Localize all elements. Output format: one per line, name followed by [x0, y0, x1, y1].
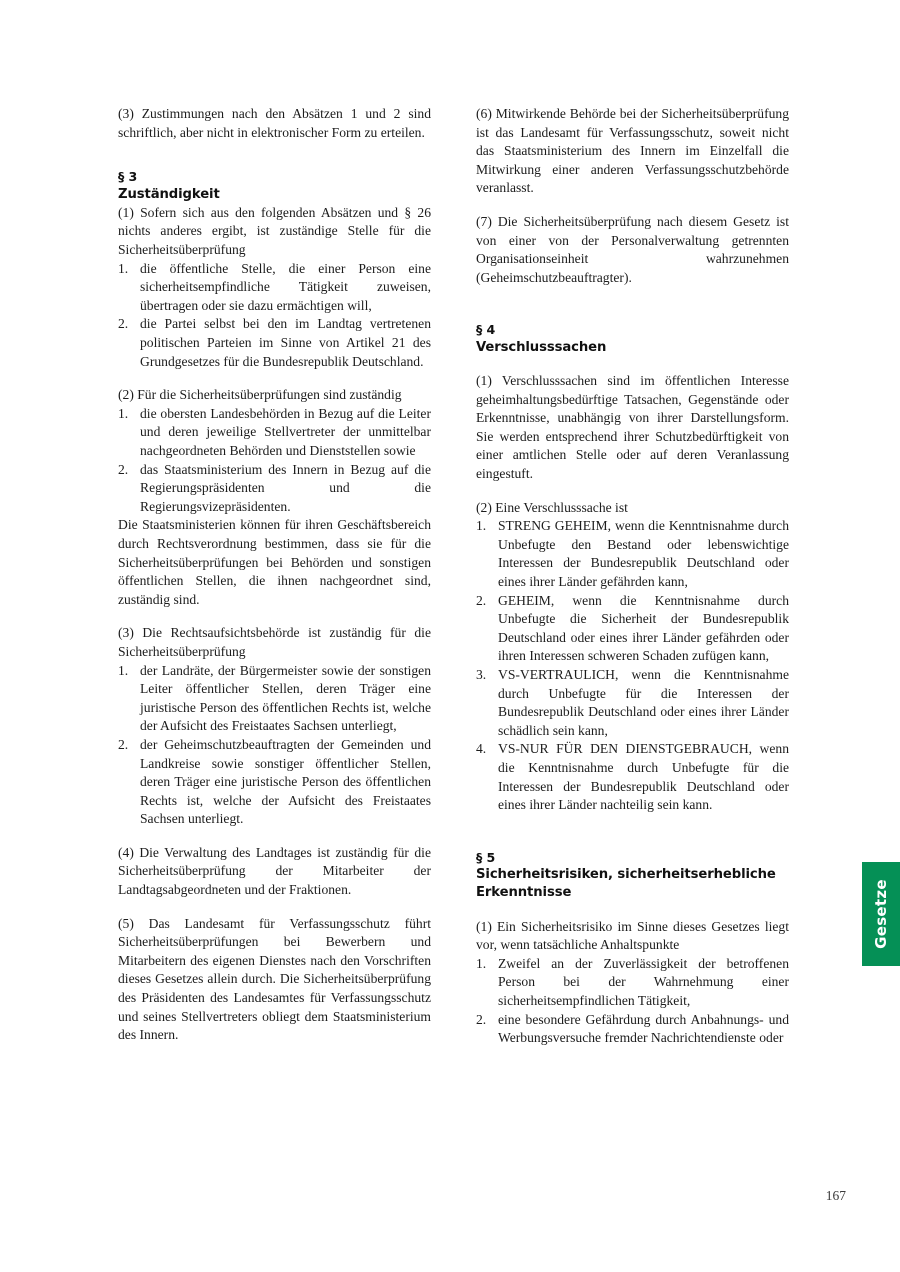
spacer	[118, 142, 431, 168]
section-4-paragraph-1: (1) Verschlusssachen sind im öffentlichen Interesse geheimhaltungsbedürftige Tatsachen, Gegenstände oder Erkenntnisse, unabhängig von ihrer Darstellungsform. Sie werden entsprechend ihrer Schutzbedürftigkeit von einer amtlichen Stelle oder auf deren Veranlassung eingestuft.	[476, 373, 789, 482]
section-5-title-line-1: Sicherheitsrisiken, sicherheitserhebliche	[476, 867, 776, 883]
list-item	[118, 736, 431, 829]
section-3-paragraph-2-tail: Die Staatsministerien können für ihren Geschäftsbereich durch Rechtsverordnung bestimmen, dass sie für die Sicherheitsüberprüfungen bei Behörden und sonstigen öffentlichen Stellen, die ihnen nachgeordnet sind, zuständig sind.	[118, 517, 431, 607]
list-item	[476, 517, 789, 591]
spacer	[476, 815, 789, 849]
section-3-list-1	[118, 260, 431, 372]
list-marker: 1.	[118, 662, 129, 678]
page-number: 167	[825, 1188, 846, 1203]
list-marker: 2.	[118, 736, 129, 752]
list-item-text: der Landräte, der Bürgermeister sowie der sonstigen Leiter öffentlicher Stellen, deren Träger eine juristische Person des öffentlichen Rechts ist, welche der Aufsicht des Freistaates Sachsen unterliegt,	[140, 662, 431, 734]
section-3-title: Zuständigkeit	[118, 186, 220, 202]
list-item	[118, 662, 431, 736]
section-5-number: § 5	[476, 849, 496, 865]
spacer	[118, 829, 431, 844]
list-item-text: die öffentliche Stelle, die einer Person eine sicherheitsempfindliche Tätigkeit zuweisen, übertragen oder sie dazu ermächtigen will,	[140, 260, 431, 313]
section-3-paragraph-2-intro: (2) Für die Sicherheitsüberprüfungen sind zuständig	[118, 387, 402, 403]
left-column	[118, 105, 431, 1045]
list-item-text: Zweifel an der Zuverlässigkeit der betroffenen Person bei der Wahrnehmung einer sicherheitsempfindlichen Tätigkeit,	[498, 955, 789, 1008]
list-item	[118, 260, 431, 316]
list-item-text: der Geheimschutzbeauftragten der Gemeinden und Landkreise sowie sonstiger öffentlicher Stellen, deren Träger eine juristische Person des öffentlichen Rechts ist, welche der Aufsicht des Freistaates Sachsen unterliegt.	[140, 736, 431, 827]
list-item	[118, 315, 431, 371]
section-3-list-2	[118, 405, 431, 517]
two-column-body	[118, 105, 790, 1145]
section-3-paragraph-7: (7) Die Sicherheitsüberprüfung nach diesem Gesetz ist von einer von der Personalverwaltung getrennten Organisationseinheit wahrzunehmen (Geheimschutzbeauftragter).	[476, 213, 789, 285]
section-3-paragraph-4: (4) Die Verwaltung des Landtages ist zuständig für die Sicherheitsüberprüfung der Mitarbeiter der Landtagsabgeordneten und der Fraktionen.	[118, 844, 431, 898]
list-item	[476, 592, 789, 666]
section-3-list-3	[118, 662, 431, 829]
list-marker: 1.	[118, 260, 129, 276]
list-item	[476, 955, 789, 1011]
list-item-text: VS-NUR FÜR DEN DIENSTGEBRAUCH, wenn die Kenntnisnahme durch Unbefugte für die Interessen der Bundesrepublik Deutschland oder eines ihrer Länder nachteilig sein kann.	[498, 741, 789, 813]
section-4-title: Verschlusssachen	[476, 339, 607, 355]
section-4-paragraph-2-intro: (2) Eine Verschlusssache ist	[476, 499, 628, 515]
section-4-number: § 4	[476, 322, 496, 338]
list-item	[118, 461, 431, 517]
list-item-text: das Staatsministerium des Innern in Bezug auf die Regierungspräsidenten und die Regierungsvizepräsidenten.	[140, 461, 431, 514]
section-3-paragraph-3-intro: (3) Die Rechtsaufsichtsbehörde ist zuständig für die Sicherheitsüberprüfung	[118, 625, 431, 659]
list-item-text: STRENG GEHEIM, wenn die Kenntnisnahme durch Unbefugte den Bestand oder lebenswichtige Interessen der Bundesrepublik Deutschland oder eines ihrer Länder gefährden kann,	[498, 518, 789, 589]
section-5-title-line-2: Erkenntnisse	[476, 885, 572, 901]
section-4-list-2	[476, 517, 789, 815]
section-3-paragraph-5: (5) Das Landesamt für Verfassungsschutz führt Sicherheitsüberprüfungen bei Bewerbern und Mitarbeitern des eigenen Dienstes nach den Vorschriften dieses Gesetzes allein durch. Die Sicherheitsüberprüfung des Präsidenten des Landesamtes für Verfassungsschutz und seines Stellvertreters obliegt dem Staatsministerium des Innern.	[118, 915, 431, 1043]
side-tab-label: Gesetze	[872, 879, 891, 949]
list-marker: 4.	[476, 741, 487, 757]
spacer	[476, 903, 789, 918]
spacer	[476, 287, 789, 321]
list-marker: 1.	[476, 955, 487, 971]
section-3-paragraph-6: (6) Mitwirkende Behörde bei der Sicherheitsüberprüfung ist das Landesamt für Verfassungsschutz, soweit nicht das Staatsministerium des Innern im Einzelfall die Mitwirkung einer anderen Verfassungsschutzbehörde veranlasst.	[476, 106, 789, 196]
list-item-text: GEHEIM, wenn die Kenntnisnahme durch Unbefugte die Sicherheit der Bundesrepublik Deutschland oder eines ihrer Länder gefährden oder ihren Interessen schweren Schaden zufügen kann,	[498, 592, 789, 664]
list-marker: 2.	[476, 592, 487, 608]
list-item-text: die obersten Landesbehörden in Bezug auf die Leiter und deren jeweilige Stellvertreter der unmittelbar nachgeordneten Behörden und Dienststellen sowie	[140, 405, 431, 459]
list-item	[476, 666, 789, 740]
list-item-text: die Partei selbst bei den im Landtag vertretenen politischen Parteien im Sinne von Artikel 21 des Grundgesetzes für die Bundesrepublik Deutschland.	[140, 316, 431, 369]
list-item	[476, 1011, 789, 1048]
spacer	[118, 900, 431, 915]
spacer	[476, 357, 789, 372]
list-marker: 1.	[476, 518, 487, 534]
spacer	[476, 484, 789, 499]
paragraph-3-zustimmungen: (3) Zustimmungen nach den Absätzen 1 und 2 sind schriftlich, aber nicht in elektronischer Form zu erteilen.	[118, 106, 431, 140]
right-column	[476, 105, 789, 1048]
section-3-paragraph-1-intro: (1) Sofern sich aus den folgenden Absätzen und § 26 nichts anderes ergibt, ist zuständige Stelle für die Sicherheitsüberprüfung	[118, 204, 431, 258]
list-marker: 2.	[476, 1011, 487, 1027]
spacer	[118, 371, 431, 386]
list-item-text: eine besondere Gefährdung durch Anbahnungs- und Werbungsversuche fremder Nachrichtendienste oder	[498, 1011, 789, 1046]
list-marker: 3.	[476, 666, 487, 682]
list-marker: 1.	[118, 405, 129, 421]
list-item-text: VS-VERTRAULICH, wenn die Kenntnisnahme durch Unbefugte für die Interessen der Bundesrepublik Deutschland oder eines ihrer Länder schädlich sein kann,	[498, 666, 789, 738]
side-tab-gesetze	[862, 862, 900, 966]
section-5-list-1	[476, 955, 789, 1048]
section-3-number: § 3	[118, 169, 138, 185]
spacer	[118, 609, 431, 624]
spacer	[476, 198, 789, 213]
list-marker: 2.	[118, 316, 129, 332]
section-5-paragraph-1-intro: (1) Ein Sicherheitsrisiko im Sinne dieses Gesetzes liegt vor, wenn tatsächliche Anhaltspunkte	[476, 918, 789, 953]
list-item	[476, 740, 789, 814]
list-marker: 2.	[118, 461, 129, 477]
list-item	[118, 405, 431, 461]
